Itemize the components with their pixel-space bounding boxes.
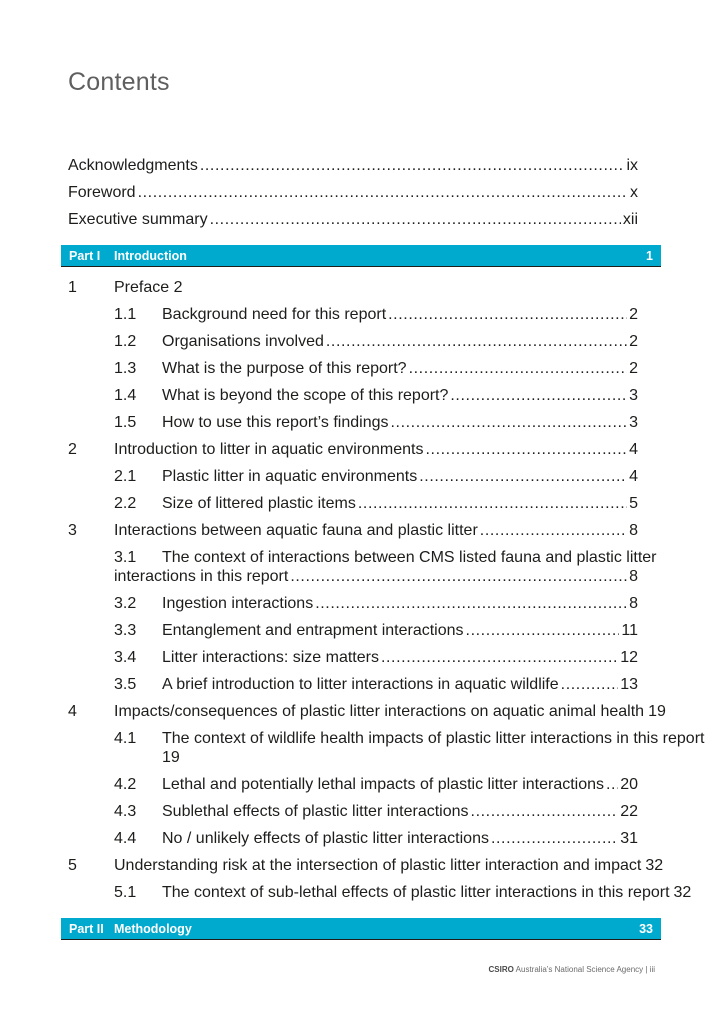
chapter-title: Interactions between aquatic fauna and plastic litter [114,522,478,539]
section-number: 3.4 [114,649,137,666]
section-label: How to use this report’s findings [162,414,389,431]
leader-dots [138,185,628,201]
section-label: The context of sub-lethal effects of plastic litter interactions in this report [162,884,670,901]
section-label: Organisations involved [162,333,324,350]
section-label: Plastic litter in aquatic environments [162,468,418,485]
section-label: No / unlikely effects of plastic litter interactions [162,830,489,847]
section-label: Background need for this report [162,306,387,323]
toc-entry-label: Foreword [68,184,136,201]
leader-dots [326,334,627,350]
section-page: 2 [629,306,638,323]
section-label: Litter interactions: size matters [162,649,379,666]
toc-section-2-2[interactable] [114,496,638,512]
toc-entry-page: x [630,184,638,201]
section-number: 4.3 [114,803,137,820]
toc-section-4-2[interactable] [114,777,638,793]
section-page: 22 [620,803,638,820]
chapter-title: Introduction to litter in aquatic environments [114,441,424,458]
section-number: 4.1 [114,730,137,747]
section-page: 32 [673,884,692,901]
part-label: Part II [69,921,104,936]
section-number: 4.2 [114,776,137,793]
section-number: 1.5 [114,414,137,431]
leader-dots [471,804,619,820]
section-page: 8 [629,595,638,612]
toc-entry-executive-summary[interactable] [68,212,638,228]
section-page: 8 [629,568,638,585]
toc-chapter-2[interactable] [68,442,638,458]
toc-entry-page: xii [622,211,638,228]
part-title: Methodology [114,921,192,936]
toc-section-1-2[interactable] [114,334,638,350]
chapter-page: 32 [645,857,664,874]
leader-dots [466,623,620,639]
toc-entry-label: Acknowledgments [68,157,198,174]
leader-dots [450,388,627,404]
section-page: 12 [620,649,638,666]
section-page: 2 [629,360,638,377]
leader-dots [381,650,618,666]
section-label: The context of interactions between CMS listed fauna and plastic litter [162,549,657,566]
page-footer [0,965,655,974]
leader-dots [561,677,619,693]
section-label: Entanglement and entrapment interactions [162,622,464,639]
section-page: 3 [629,414,638,431]
section-label: Sublethal effects of plastic litter interactions [162,803,469,820]
toc-section-3-1-line1[interactable] [114,550,656,566]
toc-entry-page: ix [626,157,638,174]
section-number: 3.3 [114,622,137,639]
leader-dots [388,307,627,323]
section-page: 4 [629,468,638,485]
toc-section-4-1-line2[interactable] [162,750,180,766]
toc-section-3-1-line2[interactable] [114,569,638,585]
leader-dots [606,777,618,793]
toc-section-1-4[interactable] [114,388,638,404]
toc-section-2-1[interactable] [114,469,638,485]
section-label: Ingestion interactions [162,595,314,612]
section-number: 1.4 [114,387,137,404]
section-number: 2.2 [114,495,137,512]
chapter-number: 1 [68,279,77,296]
toc-chapter-5[interactable] [68,857,664,874]
chapter-page: 4 [629,441,638,458]
part-banner-2[interactable] [61,918,661,940]
part-label: Part I [69,248,101,263]
section-page: 31 [620,830,638,847]
leader-dots [409,361,628,377]
section-label-continued: interactions in this report [114,568,289,585]
section-label: The context of wildlife health impacts of plastic litter interactions in this report [162,730,705,747]
chapter-page: 8 [629,522,638,539]
toc-section-4-3[interactable] [114,804,638,820]
toc-section-3-3[interactable] [114,623,638,639]
chapter-number: 2 [68,441,77,458]
section-label: What is the purpose of this report? [162,360,407,377]
leader-dots [419,469,627,485]
section-number: 2.1 [114,468,137,485]
section-number: 1.2 [114,333,137,350]
toc-entry-label: Executive summary [68,211,208,228]
toc-entry-foreword[interactable] [68,185,638,201]
leader-dots [358,496,627,512]
leader-dots [480,523,627,539]
section-number: 3.5 [114,676,137,693]
page-title: Contents [68,68,170,96]
chapter-number: 3 [68,522,77,539]
section-number: 3.1 [114,549,137,566]
section-number: 4.4 [114,830,137,847]
part-banner-1[interactable] [61,245,661,267]
section-label: Size of littered plastic items [162,495,356,512]
footer-text: Australia’s National Science Agency | iii [513,965,655,974]
toc-chapter-4[interactable] [68,703,666,720]
section-page: 19 [162,749,180,766]
chapter-page: 19 [648,703,666,720]
chapter-number: 4 [68,703,77,720]
toc-section-4-4[interactable] [114,831,638,847]
chapter-title: Preface 2 [114,279,183,296]
toc-chapter-1[interactable] [68,280,182,296]
toc-chapter-3[interactable] [68,523,638,539]
toc-entry-acknowledgments[interactable] [68,158,638,174]
leader-dots [390,415,627,431]
section-page: 5 [629,495,638,512]
part-title: Introduction [114,248,187,263]
footer-org: CSIRO [488,965,514,974]
toc-section-3-4[interactable] [114,650,638,666]
section-page: 13 [620,676,638,693]
section-number: 1.3 [114,360,137,377]
section-page: 20 [620,776,638,793]
section-page: 2 [629,333,638,350]
leader-dots [210,212,621,228]
section-label: Lethal and potentially lethal impacts of plastic litter interactions [162,776,605,793]
leader-dots [315,596,627,612]
section-page: 11 [621,622,638,639]
section-label: A brief introduction to litter interactions in aquatic wildlife [162,676,559,693]
section-number: 1.1 [114,306,137,323]
section-label: What is beyond the scope of this report? [162,387,449,404]
part-page: 33 [639,921,653,936]
chapter-title: Impacts/consequences of plastic litter interactions on aquatic animal health [114,703,645,720]
leader-dots [491,831,618,847]
section-number: 5.1 [114,884,137,901]
part-page: 1 [646,248,653,263]
toc-section-3-5[interactable] [114,677,638,693]
chapter-title: Understanding risk at the intersection of plastic litter interaction and impact [114,857,642,874]
toc-section-5-1[interactable] [114,884,692,901]
leader-dots [200,158,625,174]
section-number: 3.2 [114,595,137,612]
toc-section-1-3[interactable] [114,361,638,377]
leader-dots [426,442,628,458]
leader-dots [290,569,627,585]
toc-section-1-1[interactable] [114,307,638,323]
toc-section-4-1-line1[interactable] [114,731,704,747]
chapter-number: 5 [68,857,77,874]
toc-section-1-5[interactable] [114,415,638,431]
section-page: 3 [629,387,638,404]
toc-section-3-2[interactable] [114,596,638,612]
